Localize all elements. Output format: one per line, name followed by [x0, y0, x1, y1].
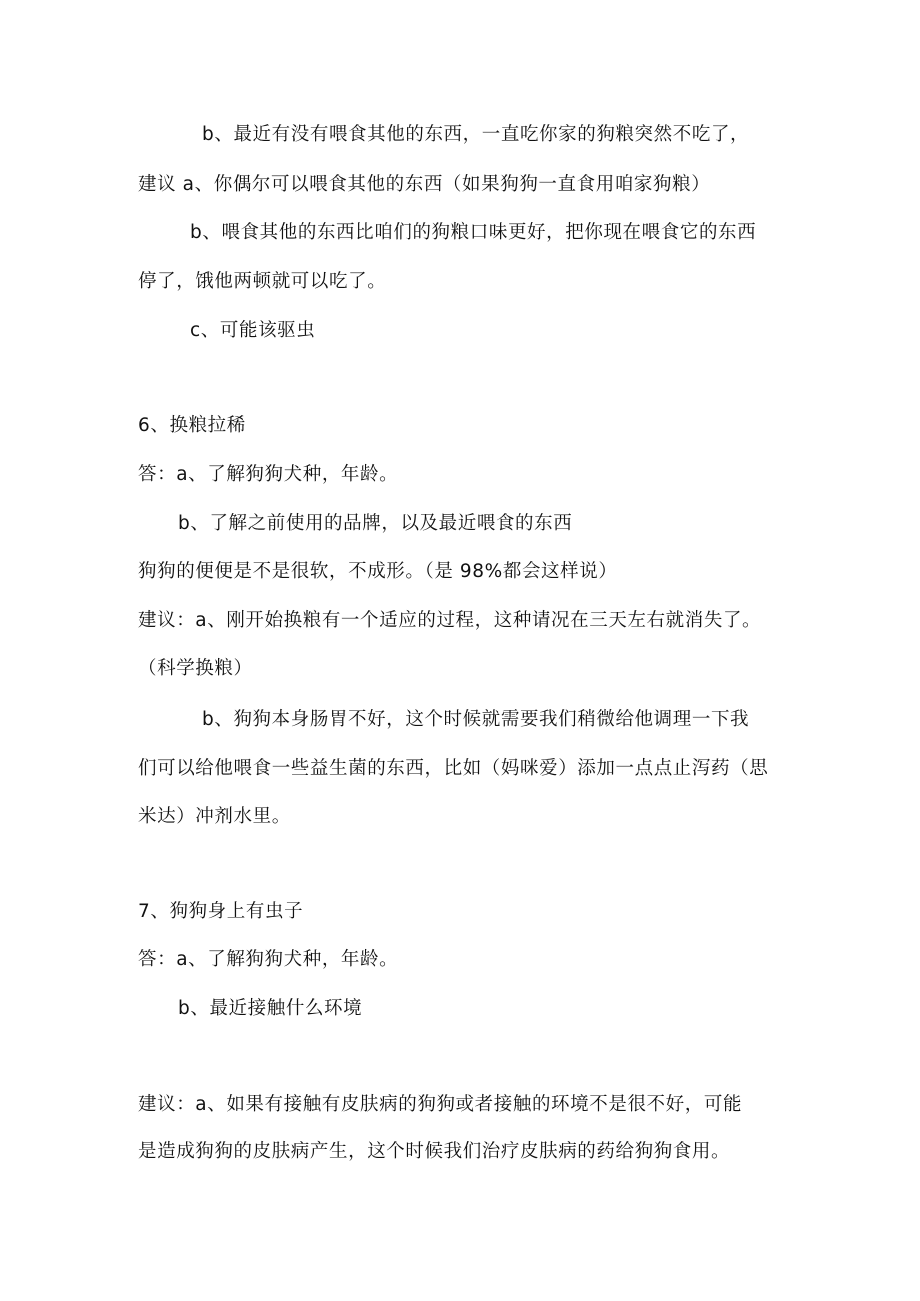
text-line: 狗狗的便便是不是很软，不成形。（是 98%都会这样说） — [138, 561, 618, 582]
text-line: c、可能该驱虫 — [190, 320, 316, 341]
text-line: 建议：a、刚开始换粮有一个适应的过程，这种请况在三天左右就消失了。 — [138, 610, 762, 631]
text-line: b、最近有没有喂食其他的东西，一直吃你家的狗粮突然不吃了， — [202, 124, 750, 145]
text-line: 答：a、了解狗狗犬种，年龄。 — [138, 949, 399, 970]
text-line: 建议 a、你偶尔可以喂食其他的东西（如果狗狗一直食用咱家狗粮） — [138, 174, 711, 195]
section-heading: 6、换粮拉稀 — [138, 415, 246, 436]
text-line: 们可以给他喂食一些益生菌的东西，比如（妈咪爱）添加一点点止泻药（思 — [138, 758, 769, 779]
text-line: （科学换粮） — [138, 658, 253, 679]
text-line: 米达）冲剂水里。 — [138, 806, 291, 827]
text-line: b、狗狗本身肠胃不好，这个时候就需要我们稍微给他调理一下我 — [202, 709, 750, 730]
text-line: 停了，饿他两顿就可以吃了。 — [138, 271, 387, 292]
text-line: 答：a、了解狗狗犬种，年龄。 — [138, 464, 399, 485]
text-line: 是造成狗狗的皮肤病产生，这个时候我们治疗皮肤病的药给狗狗食用。 — [138, 1141, 731, 1162]
text-line: 建议：a、如果有接触有皮肤病的狗狗或者接触的环境不是很不好，可能 — [138, 1094, 743, 1115]
text-line: b、最近接触什么环境 — [178, 998, 363, 1019]
text-line: b、喂食其他的东西比咱们的狗粮口味更好，把你现在喂食它的东西 — [190, 222, 757, 243]
text-line: b、了解之前使用的品牌，以及最近喂食的东西 — [178, 513, 573, 534]
section-heading: 7、狗狗身上有虫子 — [138, 901, 304, 922]
